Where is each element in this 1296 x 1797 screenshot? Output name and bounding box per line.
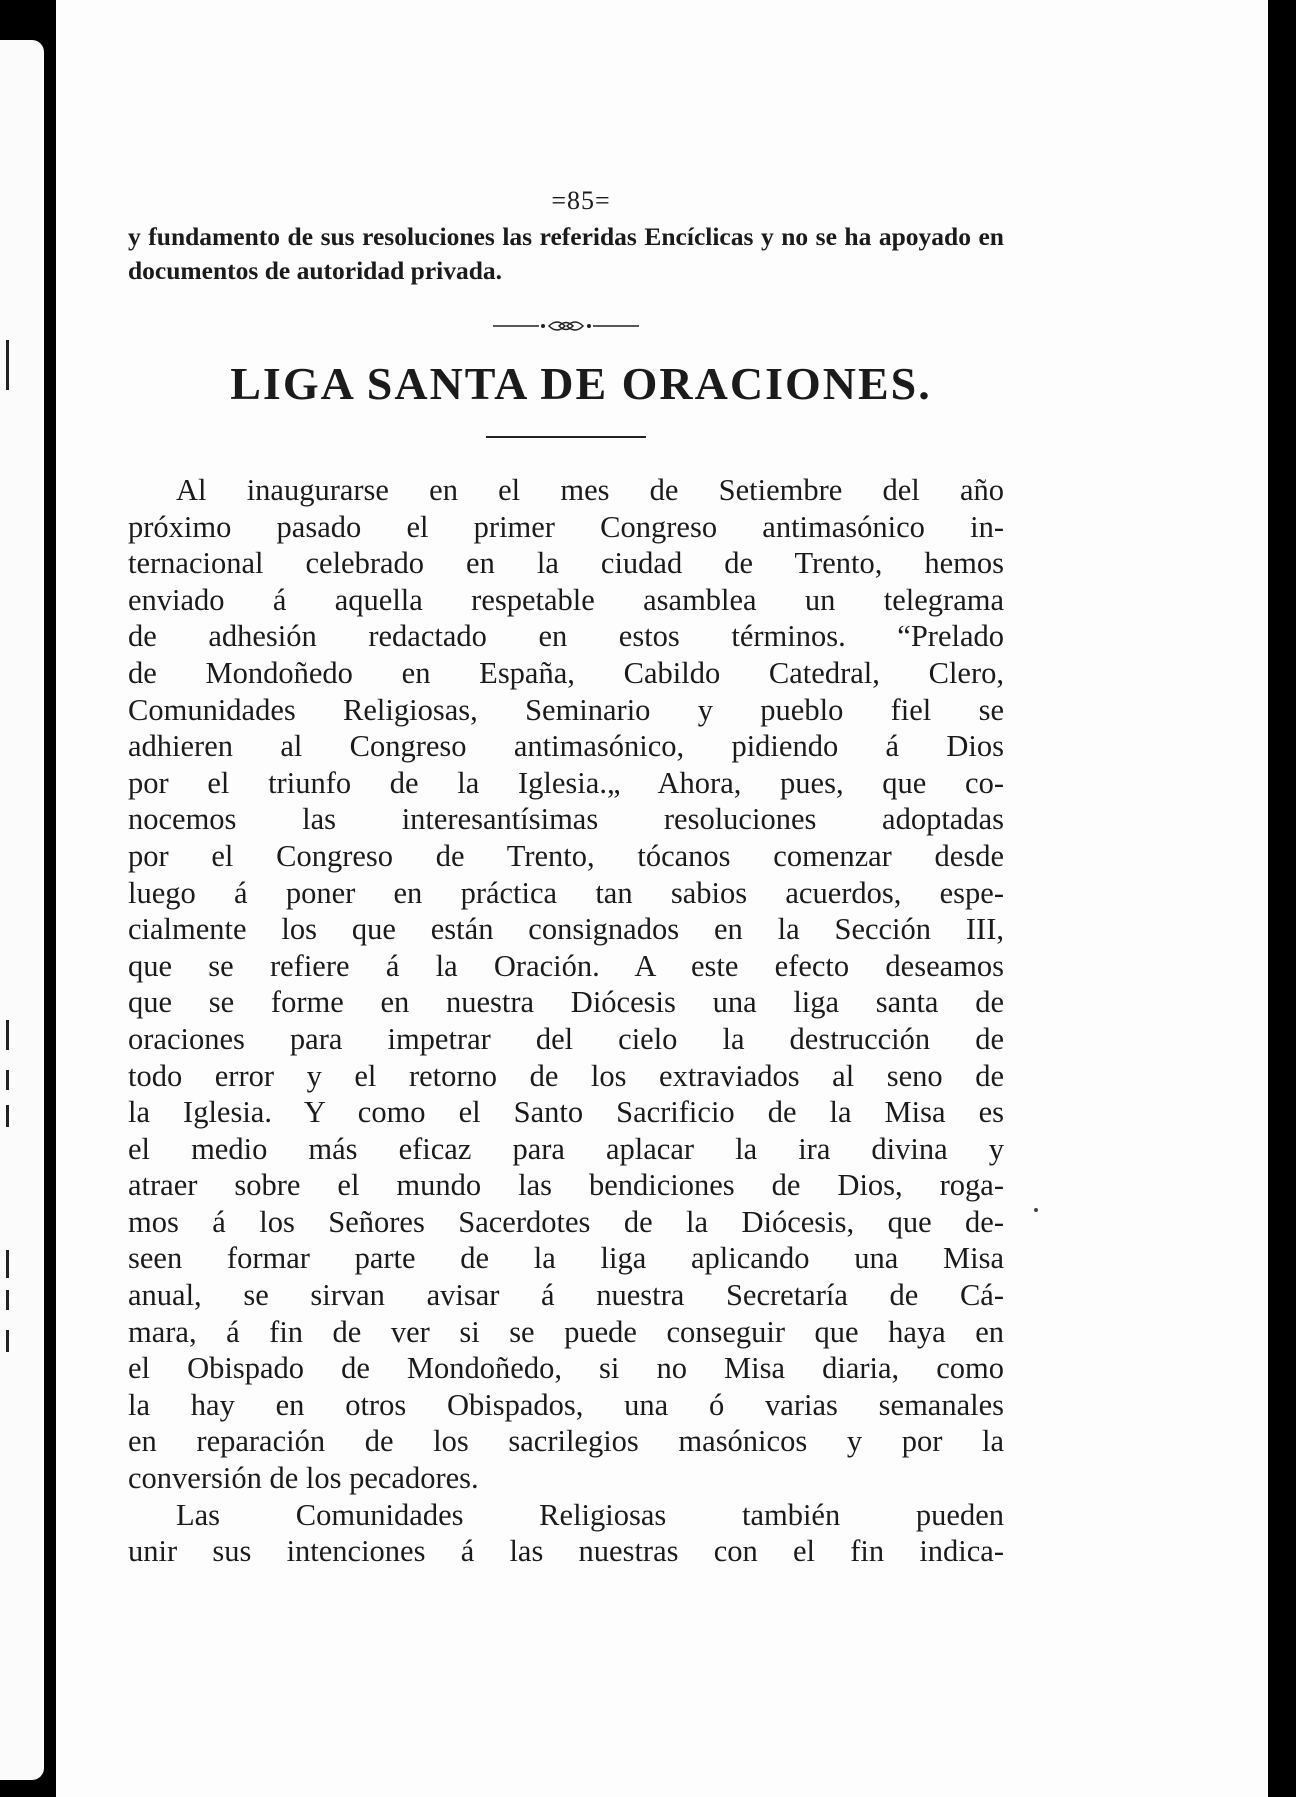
- second-paragraph: [128, 1497, 1004, 1570]
- title-underline: [486, 436, 646, 438]
- continuation-paragraph: y fundamento de sus resoluciones las referidas Encíclicas y no se ha apoyado en documentos de autoridad privada.: [128, 222, 1004, 285]
- text-line: mara, á fin de ver si se puede conseguir que haya en: [128, 1314, 1004, 1349]
- ornament-divider-icon: [491, 316, 641, 336]
- page-number: =85=: [551, 186, 611, 215]
- text-line: la hay en otros Obispados, una ó varias semanales: [128, 1387, 1004, 1422]
- main-paragraph: [128, 472, 1004, 1497]
- text-line: unir sus intenciones á las nuestras con el fin indica-: [128, 1534, 1004, 1569]
- section-title: LIGA SANTA DE ORACIONES.: [230, 358, 932, 409]
- text-line: anual, se sirvan avisar á nuestra Secretaría de Cá-: [128, 1278, 1004, 1313]
- text-line: próximo pasado el primer Congreso antimasónico in-: [128, 509, 1004, 544]
- text-line: conversión de los pecadores.: [128, 1461, 479, 1496]
- text-line: ternacional celebrado en la ciudad de Trento, hemos: [128, 546, 1004, 581]
- page-text: [128, 186, 1004, 1570]
- text-line: Comunidades Religiosas, Seminario y pueblo fiel se: [128, 692, 1004, 727]
- text-line: el medio más eficaz para aplacar la ira divina y: [128, 1131, 1004, 1166]
- text-line: el Obispado de Mondoñedo, si no Misa diaria, como: [128, 1351, 1004, 1386]
- text-line: nocemos las interesantísimas resoluciones adoptadas: [128, 802, 1004, 837]
- text-line: que se refiere á la Oración. A este efecto deseamos: [128, 948, 1004, 983]
- text-line: enviado á aquella respetable asamblea un telegrama: [128, 582, 1004, 617]
- text-line: atraer sobre el mundo las bendiciones de Dios, roga-: [128, 1168, 1004, 1203]
- text-line: adhieren al Congreso antimasónico, pidiendo á Dios: [128, 729, 1004, 764]
- text-line: luego á poner en práctica tan sabios acuerdos, espe-: [128, 875, 1004, 910]
- text-line: en reparación de los sacrilegios masónicos y por la: [128, 1424, 1004, 1459]
- book-page: [56, 0, 1268, 1797]
- text-line: oraciones para impetrar del cielo la destrucción de: [128, 1021, 1004, 1056]
- text-line: todo error y el retorno de los extraviados al seno de: [128, 1058, 1004, 1093]
- text-line: seen formar parte de la liga aplicando una Misa: [128, 1241, 1004, 1276]
- text-line: por el Congreso de Trento, tócanos comenzar desde: [128, 838, 1004, 873]
- text-line: la Iglesia. Y como el Santo Sacrificio de la Misa es: [128, 1095, 1004, 1130]
- text-line: Las Comunidades Religiosas también pueden: [176, 1497, 1004, 1532]
- text-line: de adhesión redactado en estos términos. “Prelado: [128, 619, 1004, 654]
- text-line: mos á los Señores Sacerdotes de la Diócesis, que de-: [128, 1204, 1004, 1239]
- ink-speck: [1034, 1208, 1038, 1212]
- adjacent-page-edge: [0, 40, 44, 1780]
- text-line: por el triunfo de la Iglesia.„ Ahora, pues, que co-: [128, 765, 1004, 800]
- text-line: cialmente los que están consignados en la Sección III,: [128, 912, 1004, 947]
- text-line: que se forme en nuestra Diócesis una liga santa de: [128, 985, 1004, 1020]
- text-line: de Mondoñedo en España, Cabildo Catedral, Clero,: [128, 655, 1004, 690]
- text-line: Al inaugurarse en el mes de Setiembre del año: [176, 473, 1004, 507]
